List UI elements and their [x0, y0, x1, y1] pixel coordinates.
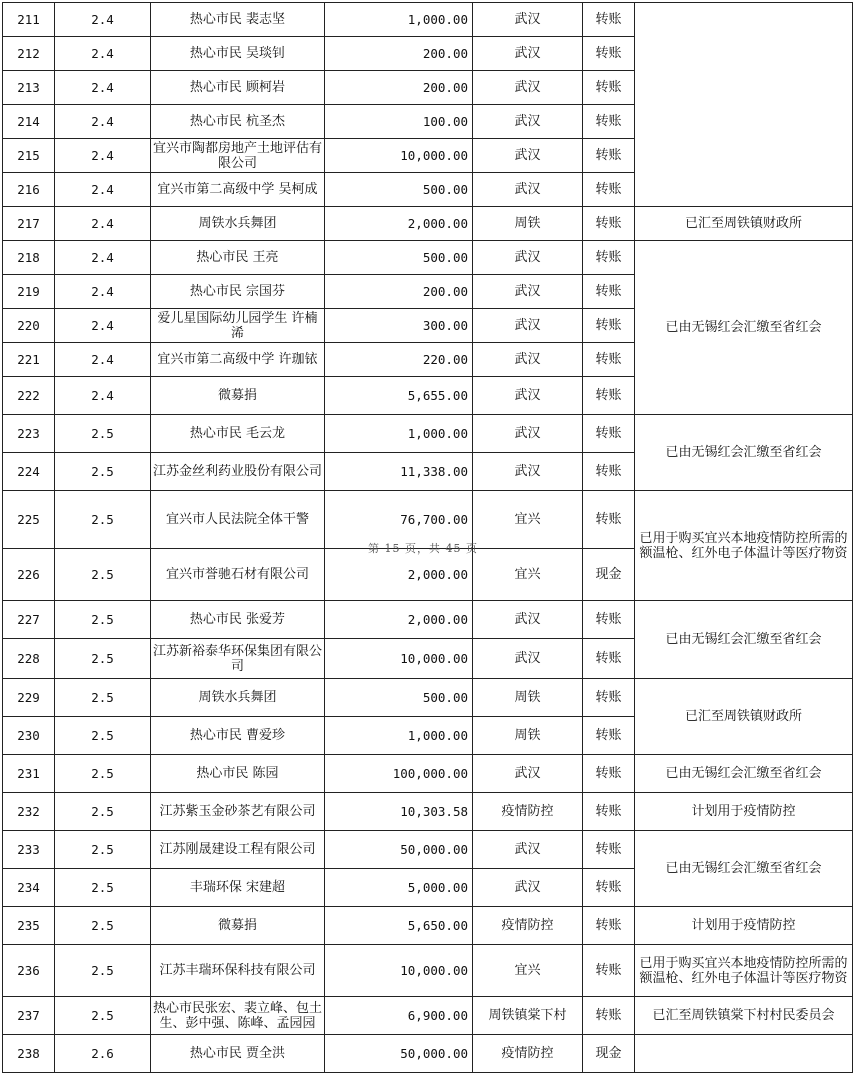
row-number: 225 [3, 491, 55, 549]
row-number: 232 [3, 793, 55, 831]
amount-cell: 5,650.00 [325, 907, 473, 945]
donor-cell: 热心市民 宗国芬 [151, 275, 325, 309]
amount-cell: 2,000.00 [325, 601, 473, 639]
method-cell: 转账 [583, 207, 635, 241]
donor-cell: 热心市民 曹爱珍 [151, 717, 325, 755]
method-cell: 转账 [583, 601, 635, 639]
method-cell: 转账 [583, 71, 635, 105]
row-number: 236 [3, 945, 55, 997]
amount-cell: 1,000.00 [325, 3, 473, 37]
method-cell: 转账 [583, 945, 635, 997]
destination-cell: 武汉 [473, 37, 583, 71]
amount-cell: 50,000.00 [325, 831, 473, 869]
donor-cell: 热心市民 张爱芳 [151, 601, 325, 639]
donor-cell: 热心市民 吴琰钊 [151, 37, 325, 71]
row-number: 235 [3, 907, 55, 945]
date-cell: 2.5 [55, 793, 151, 831]
method-cell: 转账 [583, 415, 635, 453]
amount-cell: 500.00 [325, 173, 473, 207]
amount-cell: 2,000.00 [325, 207, 473, 241]
table-row [3, 241, 853, 275]
destination-cell: 武汉 [473, 105, 583, 139]
donor-cell: 热心市民 陈园 [151, 755, 325, 793]
row-number: 216 [3, 173, 55, 207]
destination-cell: 武汉 [473, 71, 583, 105]
method-cell: 转账 [583, 309, 635, 343]
amount-cell: 6,900.00 [325, 997, 473, 1035]
donor-cell: 周铁水兵舞团 [151, 207, 325, 241]
date-cell: 2.4 [55, 105, 151, 139]
donor-cell: 微募捐 [151, 377, 325, 415]
date-cell: 2.5 [55, 717, 151, 755]
destination-cell: 周铁 [473, 717, 583, 755]
destination-cell: 周铁镇棠下村 [473, 997, 583, 1035]
note-cell: 已用于购买宜兴本地疫情防控所需的额温枪、红外电子体温计等医疗物资 [635, 945, 853, 997]
donor-cell: 周铁水兵舞团 [151, 679, 325, 717]
destination-cell: 疫情防控 [473, 793, 583, 831]
destination-cell: 疫情防控 [473, 1035, 583, 1073]
row-number: 237 [3, 997, 55, 1035]
donor-cell: 宜兴市人民法院全体干警 [151, 491, 325, 549]
donor-cell: 宜兴市第二高级中学 吴柯成 [151, 173, 325, 207]
date-cell: 2.4 [55, 37, 151, 71]
row-number: 221 [3, 343, 55, 377]
method-cell: 转账 [583, 491, 635, 549]
table-row [3, 945, 853, 997]
row-number: 231 [3, 755, 55, 793]
method-cell: 转账 [583, 869, 635, 907]
method-cell: 转账 [583, 343, 635, 377]
method-cell: 转账 [583, 241, 635, 275]
date-cell: 2.5 [55, 549, 151, 601]
destination-cell: 武汉 [473, 309, 583, 343]
page-footer: 第 15 页，共 45 页 [368, 542, 478, 555]
date-cell: 2.4 [55, 139, 151, 173]
table-row [3, 415, 853, 453]
amount-cell: 5,655.00 [325, 377, 473, 415]
date-cell: 2.4 [55, 275, 151, 309]
row-number: 227 [3, 601, 55, 639]
method-cell: 转账 [583, 37, 635, 71]
note-cell: 已由无锡红会汇缴至省红会 [635, 415, 853, 491]
donor-cell: 江苏金丝利药业股份有限公司 [151, 453, 325, 491]
method-cell: 转账 [583, 105, 635, 139]
amount-cell: 100,000.00 [325, 755, 473, 793]
method-cell: 转账 [583, 639, 635, 679]
note-cell: 已汇至周铁镇财政所 [635, 207, 853, 241]
destination-cell: 宜兴 [473, 945, 583, 997]
donor-cell: 丰瑞环保 宋建超 [151, 869, 325, 907]
destination-cell: 武汉 [473, 453, 583, 491]
amount-cell: 220.00 [325, 343, 473, 377]
row-number: 226 [3, 549, 55, 601]
row-number: 212 [3, 37, 55, 71]
date-cell: 2.5 [55, 997, 151, 1035]
table-row [3, 1035, 853, 1073]
date-cell: 2.4 [55, 377, 151, 415]
donor-cell: 热心市民 裴志坚 [151, 3, 325, 37]
destination-cell: 武汉 [473, 639, 583, 679]
date-cell: 2.5 [55, 453, 151, 491]
table-row [3, 831, 853, 869]
note-cell: 计划用于疫情防控 [635, 907, 853, 945]
method-cell: 转账 [583, 831, 635, 869]
date-cell: 2.5 [55, 679, 151, 717]
date-cell: 2.5 [55, 491, 151, 549]
method-cell: 现金 [583, 1035, 635, 1073]
donor-cell: 热心市民 杭圣杰 [151, 105, 325, 139]
amount-cell: 10,303.58 [325, 793, 473, 831]
date-cell: 2.5 [55, 601, 151, 639]
row-number: 224 [3, 453, 55, 491]
table-row [3, 679, 853, 717]
destination-cell: 武汉 [473, 831, 583, 869]
table-row [3, 601, 853, 639]
table-row [3, 3, 853, 37]
destination-cell: 武汉 [473, 275, 583, 309]
donation-ledger [2, 2, 852, 1073]
amount-cell: 500.00 [325, 679, 473, 717]
method-cell: 转账 [583, 275, 635, 309]
destination-cell: 疫情防控 [473, 907, 583, 945]
donation-table [2, 2, 853, 1073]
destination-cell: 宜兴 [473, 549, 583, 601]
donor-cell: 宜兴市第二高级中学 许珈铱 [151, 343, 325, 377]
donor-cell: 江苏新裕泰华环保集团有限公司 [151, 639, 325, 679]
date-cell: 2.4 [55, 343, 151, 377]
date-cell: 2.5 [55, 907, 151, 945]
row-number: 220 [3, 309, 55, 343]
table-row [3, 755, 853, 793]
amount-cell: 1,000.00 [325, 415, 473, 453]
method-cell: 转账 [583, 997, 635, 1035]
method-cell: 转账 [583, 793, 635, 831]
row-number: 238 [3, 1035, 55, 1073]
donor-cell: 江苏丰瑞环保科技有限公司 [151, 945, 325, 997]
amount-cell: 2,000.00 [325, 549, 473, 601]
donor-cell: 热心市民 毛云龙 [151, 415, 325, 453]
date-cell: 2.4 [55, 241, 151, 275]
method-cell: 转账 [583, 139, 635, 173]
note-cell [635, 1035, 853, 1073]
destination-cell: 周铁 [473, 679, 583, 717]
note-cell: 已由无锡红会汇缴至省红会 [635, 241, 853, 415]
donor-cell: 宜兴市誉驰石材有限公司 [151, 549, 325, 601]
method-cell: 转账 [583, 755, 635, 793]
amount-cell: 200.00 [325, 275, 473, 309]
note-cell: 已由无锡红会汇缴至省红会 [635, 601, 853, 679]
note-cell: 已汇至周铁镇棠下村村民委员会 [635, 997, 853, 1035]
amount-cell: 1,000.00 [325, 717, 473, 755]
table-row [3, 907, 853, 945]
row-number: 213 [3, 71, 55, 105]
amount-cell: 10,000.00 [325, 945, 473, 997]
donor-cell: 热心市民 顾柯岩 [151, 71, 325, 105]
donor-cell: 热心市民 王亮 [151, 241, 325, 275]
date-cell: 2.4 [55, 309, 151, 343]
amount-cell: 10,000.00 [325, 639, 473, 679]
date-cell: 2.4 [55, 173, 151, 207]
amount-cell: 500.00 [325, 241, 473, 275]
destination-cell: 武汉 [473, 3, 583, 37]
method-cell: 转账 [583, 3, 635, 37]
method-cell: 转账 [583, 907, 635, 945]
row-number: 218 [3, 241, 55, 275]
note-cell: 已由无锡红会汇缴至省红会 [635, 831, 853, 907]
amount-cell: 200.00 [325, 37, 473, 71]
amount-cell: 50,000.00 [325, 1035, 473, 1073]
row-number: 230 [3, 717, 55, 755]
row-number: 219 [3, 275, 55, 309]
method-cell: 转账 [583, 453, 635, 491]
donor-cell: 江苏刚晟建设工程有限公司 [151, 831, 325, 869]
date-cell: 2.4 [55, 3, 151, 37]
method-cell: 转账 [583, 173, 635, 207]
row-number: 223 [3, 415, 55, 453]
row-number: 214 [3, 105, 55, 139]
destination-cell: 武汉 [473, 139, 583, 173]
note-cell: 已汇至周铁镇财政所 [635, 679, 853, 755]
donor-cell: 宜兴市陶都房地产土地评估有限公司 [151, 139, 325, 173]
amount-cell: 10,000.00 [325, 139, 473, 173]
row-number: 215 [3, 139, 55, 173]
method-cell: 转账 [583, 679, 635, 717]
amount-cell: 76,700.00 [325, 491, 473, 549]
destination-cell: 周铁 [473, 207, 583, 241]
destination-cell: 武汉 [473, 415, 583, 453]
row-number: 217 [3, 207, 55, 241]
method-cell: 现金 [583, 549, 635, 601]
table-row [3, 793, 853, 831]
row-number: 222 [3, 377, 55, 415]
destination-cell: 武汉 [473, 377, 583, 415]
date-cell: 2.4 [55, 71, 151, 105]
note-cell: 计划用于疫情防控 [635, 793, 853, 831]
table-row [3, 207, 853, 241]
destination-cell: 武汉 [473, 241, 583, 275]
date-cell: 2.5 [55, 945, 151, 997]
donor-cell: 微募捐 [151, 907, 325, 945]
donor-cell: 江苏紫玉金砂茶艺有限公司 [151, 793, 325, 831]
destination-cell: 宜兴 [473, 491, 583, 549]
destination-cell: 武汉 [473, 755, 583, 793]
row-number: 211 [3, 3, 55, 37]
row-number: 234 [3, 869, 55, 907]
amount-cell: 200.00 [325, 71, 473, 105]
donor-cell: 热心市民 贾全洪 [151, 1035, 325, 1073]
amount-cell: 300.00 [325, 309, 473, 343]
date-cell: 2.5 [55, 831, 151, 869]
date-cell: 2.5 [55, 415, 151, 453]
date-cell: 2.6 [55, 1035, 151, 1073]
donor-cell: 爱儿星国际幼儿园学生 许楠浠 [151, 309, 325, 343]
donor-cell: 热心市民张宏、裴立峰、包土生、彭中强、陈峰、孟园园 [151, 997, 325, 1035]
amount-cell: 11,338.00 [325, 453, 473, 491]
date-cell: 2.5 [55, 755, 151, 793]
destination-cell: 武汉 [473, 173, 583, 207]
destination-cell: 武汉 [473, 601, 583, 639]
note-cell: 已由无锡红会汇缴至省红会 [635, 755, 853, 793]
method-cell: 转账 [583, 377, 635, 415]
row-number: 229 [3, 679, 55, 717]
date-cell: 2.4 [55, 207, 151, 241]
note-cell: 已用于购买宜兴本地疫情防控所需的额温枪、红外电子体温计等医疗物资 [635, 491, 853, 601]
date-cell: 2.5 [55, 869, 151, 907]
destination-cell: 武汉 [473, 869, 583, 907]
amount-cell: 100.00 [325, 105, 473, 139]
date-cell: 2.5 [55, 639, 151, 679]
destination-cell: 武汉 [473, 343, 583, 377]
table-row [3, 997, 853, 1035]
row-number: 228 [3, 639, 55, 679]
amount-cell: 5,000.00 [325, 869, 473, 907]
method-cell: 转账 [583, 717, 635, 755]
row-number: 233 [3, 831, 55, 869]
note-cell [635, 3, 853, 207]
